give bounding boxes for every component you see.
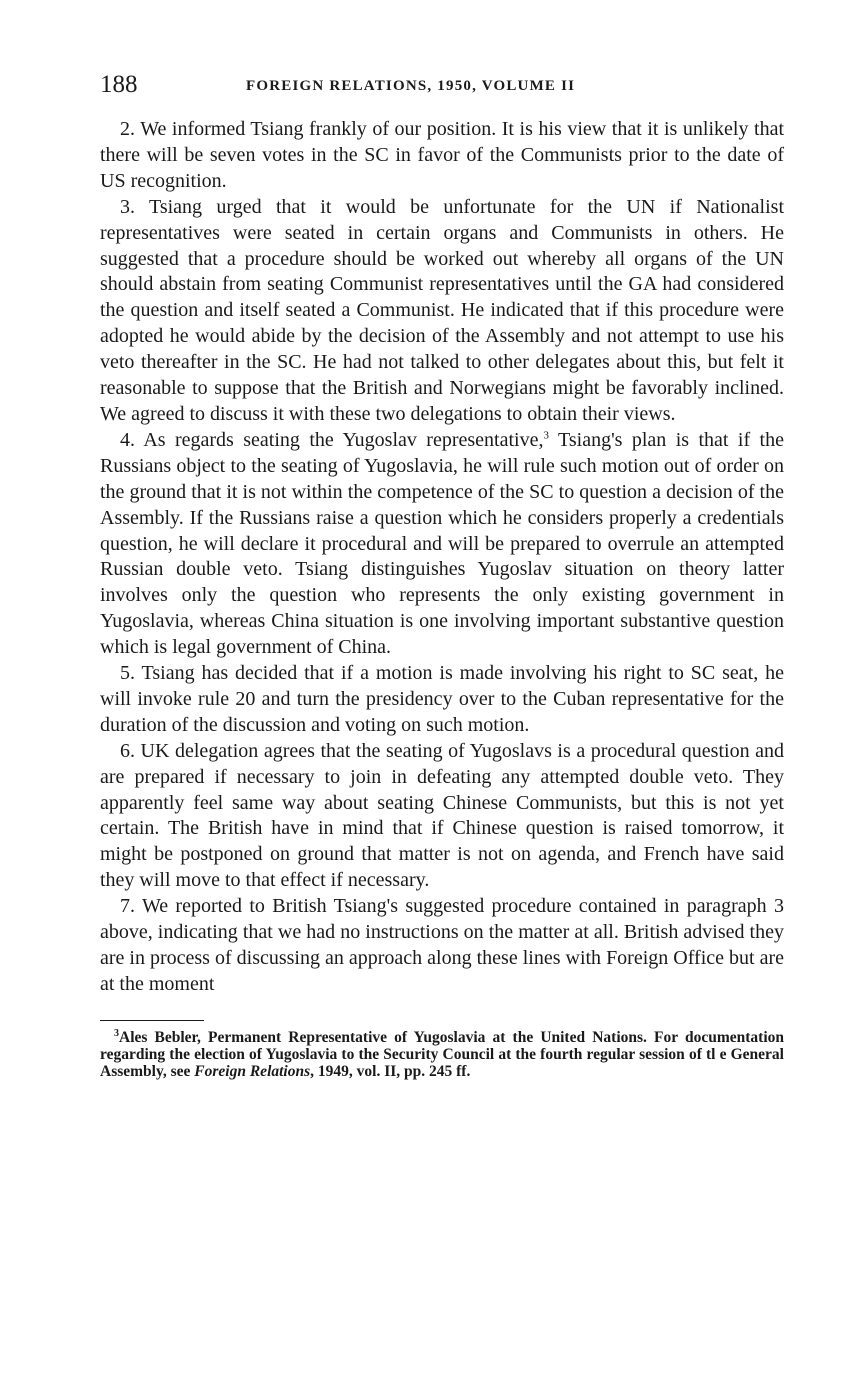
paragraph-4 bbox=[100, 428, 784, 661]
body-text bbox=[100, 117, 784, 998]
paragraph-4-text-end: Tsiang's plan is that if the Russians object to the seating of Yugoslavia, he will rule such motion out of order on the ground that it is not within the competence of the SC to question a decision of the Assembly. If the Russians raise a question which he considers properly a credentials question, he will declare it procedural and will be prepared to overrule an attempted Russian double veto. Tsiang distinguishes Yugoslav situation on theory latter involves only the question who represents the only existing government in Yugoslavia, whereas China situation is one involving important substantive question which is legal government of China. bbox=[100, 428, 784, 659]
footnote-reference: 3 bbox=[543, 429, 549, 442]
footnote-italic-title: Foreign Relations bbox=[194, 1062, 311, 1080]
paragraph-7: 7. We reported to British Tsiang's suggested procedure contained in paragraph 3 above, indicating that we had no instructions on the matter at all. British advised they are in process of discussing an approach along these lines with Foreign Office but are at the moment bbox=[100, 895, 784, 995]
footnote-text-start: Ales Bebler, Permanent Representative of Yugoslavia at the United Nations. For documentation regarding the election of Yugoslavia to the Security Council at the fourth regular session of tl e General Assembly, see bbox=[100, 1028, 784, 1080]
footnote-text-end: , 1949, vol. II, pp. 245 ff. bbox=[310, 1062, 471, 1080]
paragraph-3: 3. Tsiang urged that it would be unfortunate for the UN if Nationalist representatives were seated in certain organs and Communists in others. He suggested that a procedure should be worked out whereby all organs of the UN should abstain from seating Communist representatives until the GA had considered the question and itself seated a Communist. He indicated that if this procedure were adopted he would abide by the decision of the Assembly and not attempt to use his veto thereafter in the SC. He had not talked to other delegates about this, but felt it reasonable to suppose that the British and Norwegians might be favorably inclined. We agreed to discuss it with these two delegations to obtain their views. bbox=[100, 195, 784, 425]
paragraph-5: 5. Tsiang has decided that if a motion is made involving his right to SC seat, he will invoke rule 20 and turn the presidency over to the Cuban representative for the duration of the discussion and voting on such motion. bbox=[100, 662, 784, 736]
footnote-mark: 3 bbox=[114, 1027, 119, 1039]
running-head bbox=[100, 70, 784, 104]
document-page bbox=[100, 70, 784, 1095]
paragraph-4-text-start: 4. As regards seating the Yugoslav representative, bbox=[120, 428, 544, 451]
footnote-divider bbox=[100, 1020, 204, 1021]
running-title: FOREIGN RELATIONS, 1950, VOLUME II bbox=[246, 78, 576, 94]
page-number: 188 bbox=[100, 71, 138, 98]
footnote bbox=[100, 1029, 784, 1080]
paragraph-6: 6. UK delegation agrees that the seating of Yugoslavs is a procedural question and are prepared if necessary to join in defeating any attempted double veto. They apparently feel same way about seating Chinese Communists, but this is not yet certain. The British have in mind that if Chinese question is raised tomorrow, it might be postponed on ground that matter is not on agenda, and French have said they will move to that effect if necessary. bbox=[100, 739, 784, 892]
paragraph-2: 2. We informed Tsiang frankly of our position. It is his view that it is unlikely that there will be seven votes in the SC in favor of the Communists prior to the date of US recognition. bbox=[100, 118, 784, 192]
